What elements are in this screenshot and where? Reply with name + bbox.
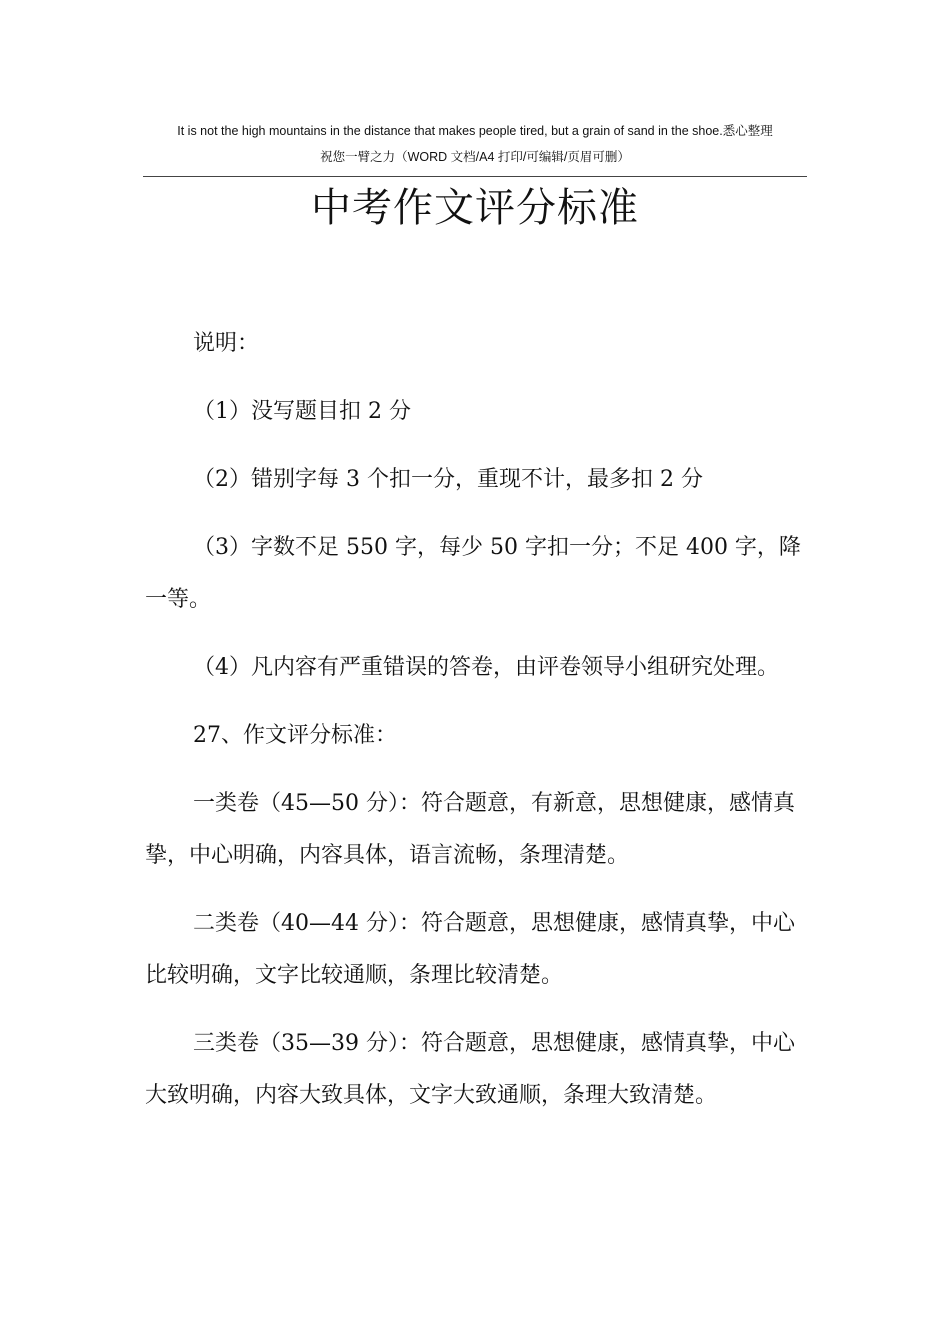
paragraph-rule-2: （2）错别字每 3 个扣一分，重现不计，最多扣 2 分	[193, 467, 703, 492]
page-header	[143, 118, 807, 170]
header-line-2: 祝您一臂之力（WORD 文档/A4 打印/可编辑/页眉可删）	[320, 150, 630, 164]
document-body	[145, 318, 809, 1122]
paragraph-note-heading: 说明：	[193, 331, 260, 356]
paragraph-grade-2: 二类卷（40—44 分）：符合题意，思想健康，感情真挚，中心比较明确，文字比较通顺，条理比较清楚。	[145, 911, 795, 988]
paragraph-rule-3: （3）字数不足 550 字，每少 50 字扣一分；不足 400 字，降一等。	[145, 535, 801, 612]
header-divider	[143, 176, 807, 177]
paragraph-criteria-heading: 27、作文评分标准：	[193, 723, 397, 748]
paragraph-grade-1: 一类卷（45—50 分）：符合题意，有新意，思想健康，感情真挚，中心明确，内容具体，语言流畅，条理清楚。	[145, 791, 795, 868]
paragraph-rule-1: （1）没写题目扣 2 分	[193, 399, 411, 424]
header-line-1: It is not the high mountains in the distance that makes people tired, but a grain of sand in the shoe.悉心整理	[177, 124, 773, 138]
document-title: 中考作文评分标准	[311, 185, 639, 231]
paragraph-rule-4: （4）凡内容有严重错误的答卷，由评卷领导小组研究处理。	[193, 655, 779, 680]
paragraph-grade-3: 三类卷（35—39 分）：符合题意，思想健康，感情真挚，中心大致明确，内容大致具体，文字大致通顺，条理大致清楚。	[145, 1031, 795, 1108]
